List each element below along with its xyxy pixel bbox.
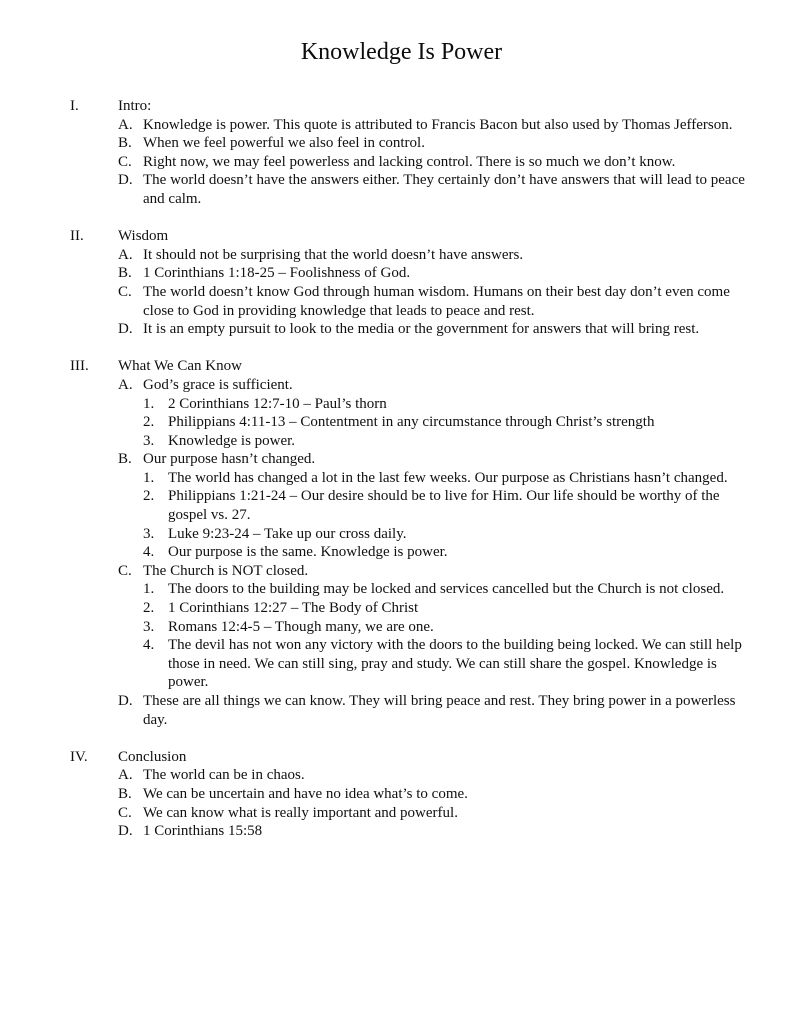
section-body xyxy=(70,376,761,729)
section-body xyxy=(70,766,761,840)
section-body xyxy=(70,116,761,209)
item-marker: A. xyxy=(118,767,133,784)
item-text: When we feel powerful we also feel in control. xyxy=(143,135,425,152)
subitem-marker: 3. xyxy=(143,432,155,449)
outline-item xyxy=(118,153,761,172)
outline-item xyxy=(118,450,761,469)
outline-subitems xyxy=(118,469,761,562)
subitem-text: Philippians 1:21-24 – Our desire should be to live for Him. Our life should be worthy of the gospel vs. 27. xyxy=(168,488,720,524)
outline-subitem xyxy=(143,395,761,414)
outline-item xyxy=(118,171,761,208)
item-marker: D. xyxy=(118,823,133,840)
outline-item xyxy=(118,134,761,153)
subitem-marker: 1. xyxy=(143,469,155,486)
outline-item xyxy=(118,766,761,785)
outline-subitem xyxy=(143,487,761,524)
item-marker: A. xyxy=(118,376,133,393)
section-heading: What We Can Know xyxy=(118,358,242,375)
subitem-text: Knowledge is power. xyxy=(168,432,296,449)
item-marker: B. xyxy=(118,135,132,152)
subitem-marker: 4. xyxy=(143,544,155,561)
subitem-marker: 4. xyxy=(143,637,155,654)
subitem-marker: 3. xyxy=(143,525,155,542)
section-numeral: III. xyxy=(70,358,89,375)
outline-item xyxy=(118,376,761,395)
outline-section-intro xyxy=(70,97,761,209)
subitem-text: 1 Corinthians 12:27 – The Body of Christ xyxy=(168,600,419,617)
item-text: 1 Corinthians 1:18-25 – Foolishness of God. xyxy=(143,265,411,282)
subitem-text: Our purpose is the same. Knowledge is power. xyxy=(168,544,448,561)
item-marker: B. xyxy=(118,785,132,802)
item-text: The world doesn’t know God through human wisdom. Humans on their best day don’t even come close to God in providing knowledge that leads to peace and rest. xyxy=(143,283,730,319)
outline-subitem xyxy=(143,618,761,637)
section-heading: Conclusion xyxy=(118,748,187,765)
page-title: Knowledge Is Power xyxy=(300,39,503,65)
item-marker: C. xyxy=(118,283,132,300)
outline-item xyxy=(118,246,761,265)
outline-item xyxy=(118,692,761,729)
item-text: Our purpose hasn’t changed. xyxy=(143,451,316,468)
outline xyxy=(0,97,803,841)
outline-subitem xyxy=(143,543,761,562)
outline-subitem xyxy=(143,432,761,451)
section-heading-row xyxy=(70,748,761,767)
section-heading: Wisdom xyxy=(118,228,169,245)
item-text: The world doesn’t have the answers either. They certainly don’t have answers that will lead to peace and calm. xyxy=(143,172,745,207)
item-text: We can be uncertain and have no idea what’s to come. xyxy=(143,785,468,802)
item-text: The world can be in chaos. xyxy=(143,767,305,784)
item-marker: B. xyxy=(118,451,132,468)
subitem-text: The devil has not won any victory with the doors to the building being locked. We can still help those in need. We can still sing, pray and study. We can still share the gospel. Knowledge is power. xyxy=(168,637,742,691)
item-marker: D. xyxy=(118,172,133,189)
item-marker: B. xyxy=(118,265,132,282)
subitem-text: Luke 9:23-24 – Take up our cross daily. xyxy=(168,525,407,542)
subitem-marker: 2. xyxy=(143,414,155,431)
subitem-text: Philippians 4:11-13 – Contentment in any circumstance through Christ’s strength xyxy=(168,414,655,431)
item-marker: A. xyxy=(118,116,133,133)
section-body xyxy=(70,246,761,339)
item-text: It is an empty pursuit to look to the media or the government for answers that will bring rest. xyxy=(143,321,700,338)
outline-section-wisdom xyxy=(70,227,761,339)
subitem-marker: 1. xyxy=(143,395,155,412)
outline-subitem xyxy=(143,525,761,544)
subitem-text: The doors to the building may be locked and services cancelled but the Church is not closed. xyxy=(168,581,725,598)
outline-item xyxy=(118,804,761,823)
item-text: It should not be surprising that the world doesn’t have answers. xyxy=(143,246,524,263)
subitem-marker: 2. xyxy=(143,600,155,617)
outline-item xyxy=(118,264,761,283)
outline-subitem xyxy=(143,413,761,432)
subitem-text: Romans 12:4-5 – Though many, we are one. xyxy=(168,618,434,635)
outline-item xyxy=(118,562,761,581)
item-marker: C. xyxy=(118,153,132,170)
subitem-marker: 1. xyxy=(143,581,155,598)
item-marker: A. xyxy=(118,246,133,263)
outline-section-conclusion xyxy=(70,748,761,841)
item-text: We can know what is really important and powerful. xyxy=(143,804,458,821)
subitem-text: The world has changed a lot in the last few weeks. Our purpose as Christians hasn’t changed. xyxy=(168,469,728,486)
section-numeral: IV. xyxy=(70,748,88,765)
outline-item xyxy=(118,283,761,320)
section-numeral: II. xyxy=(70,228,84,245)
outline-subitems xyxy=(118,580,761,692)
subitem-marker: 3. xyxy=(143,618,155,635)
item-text: Knowledge is power. This quote is attributed to Francis Bacon but also used by Thomas Jefferson. xyxy=(143,116,733,133)
section-heading-row xyxy=(70,227,761,246)
item-text: These are all things we can know. They will bring peace and rest. They bring power in a powerless day. xyxy=(143,693,736,728)
item-marker: C. xyxy=(118,562,132,579)
item-text: 1 Corinthians 15:58 xyxy=(143,823,263,840)
item-marker: D. xyxy=(118,693,133,709)
outline-item xyxy=(118,116,761,135)
outline-section-what-we-can-know xyxy=(70,357,761,729)
outline-item xyxy=(118,822,761,841)
item-text: The Church is NOT closed. xyxy=(143,562,309,579)
item-text: Right now, we may feel powerless and lacking control. There is so much we don’t know. xyxy=(143,153,676,170)
outline-item xyxy=(118,320,761,339)
outline-subitem xyxy=(143,469,761,488)
outline-subitem xyxy=(143,636,761,692)
section-heading-row xyxy=(70,357,761,376)
subitem-text: 2 Corinthians 12:7-10 – Paul’s thorn xyxy=(168,395,387,412)
item-marker: D. xyxy=(118,321,133,338)
outline-item xyxy=(118,785,761,804)
section-heading: Intro: xyxy=(118,98,152,114)
outline-subitem xyxy=(143,599,761,618)
outline-subitem xyxy=(143,580,761,599)
item-marker: C. xyxy=(118,804,132,821)
section-numeral: I. xyxy=(70,98,79,114)
section-heading-row xyxy=(70,97,761,116)
outline-subitems xyxy=(118,395,761,451)
item-text: God’s grace is sufficient. xyxy=(143,376,293,393)
subitem-marker: 2. xyxy=(143,488,155,505)
